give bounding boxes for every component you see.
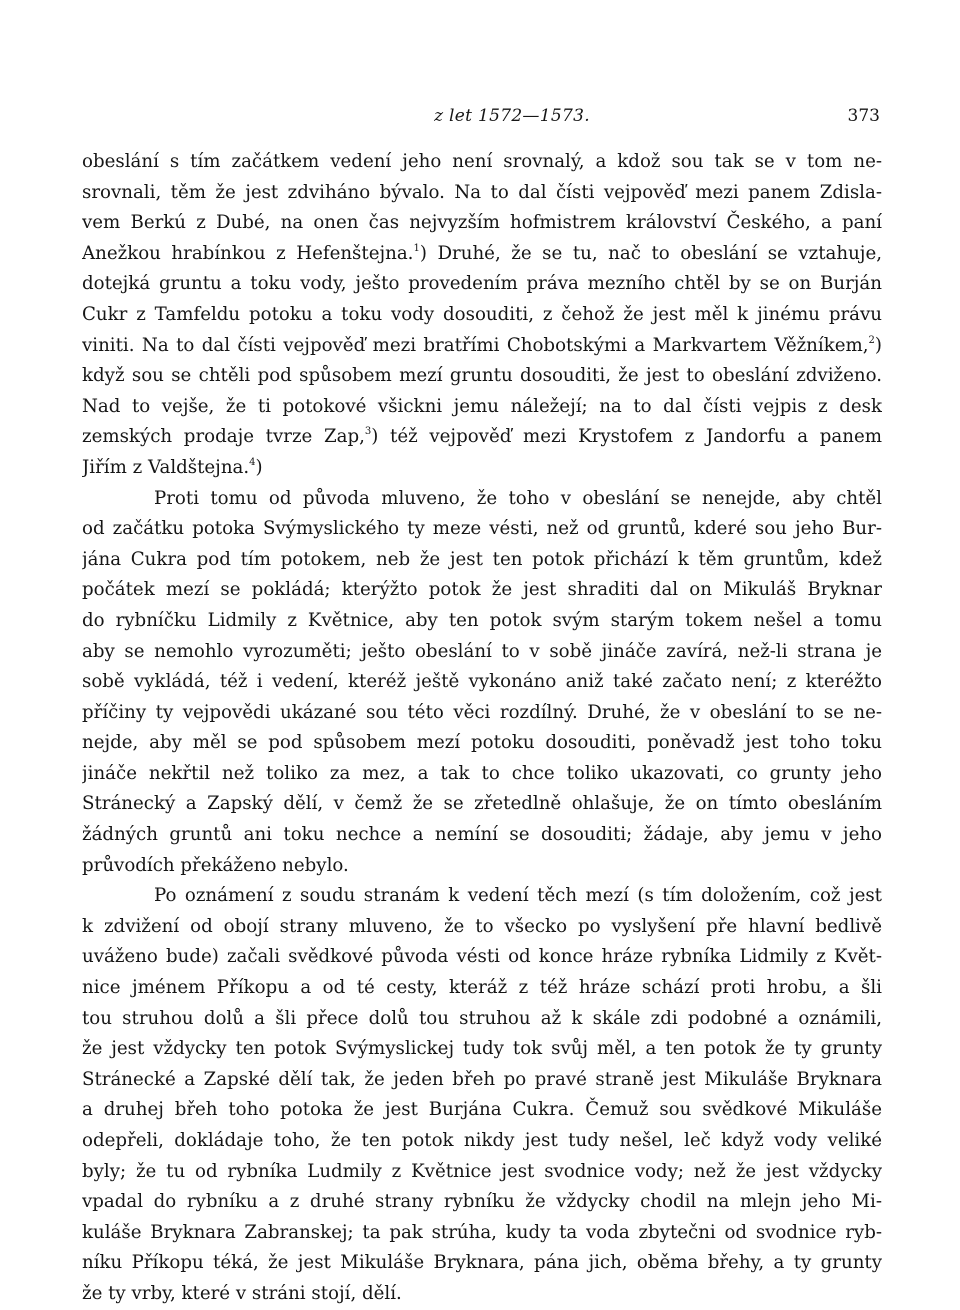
text-line [82, 606, 882, 637]
text-line [82, 1065, 882, 1096]
line-text: uváženo bude) začali svědkové původa vésti od konce hráze rybníka Lidmily z Květ- [82, 946, 882, 968]
line-text-continued: ) [874, 334, 882, 356]
text-line [82, 575, 882, 606]
text-line [82, 269, 882, 300]
text-line [82, 514, 882, 545]
footnote-marker: 4 [249, 456, 256, 468]
text-line [82, 973, 882, 1004]
text-line [82, 1034, 882, 1065]
line-text: byly; že tu od rybníka Ludmily z Květnice jest svodnice vody; než že jest vždycky [82, 1160, 882, 1182]
text-line [82, 1157, 882, 1188]
line-text-continued: ) [255, 456, 263, 478]
line-text: Stránecké a Zapské dělí tak, že jeden břeh po pravé straně jest Mikuláše Bryknara [82, 1068, 882, 1090]
text-line [82, 912, 882, 943]
line-text: vpadal do rybníku a z druhé strany rybníku že vždycky chodil na mlejn jeho Mi- [82, 1191, 882, 1213]
footnote-marker: 3 [364, 426, 372, 438]
text-line [82, 789, 882, 820]
text-line [82, 759, 882, 790]
line-text: sobě vykládá, též i vedení, kteréž ještě vykonáno aniž také začato není; z kteréžto [82, 671, 882, 693]
text-line [82, 422, 882, 453]
text-line [82, 147, 882, 178]
line-text: viniti. Na to dal čísti vejpověď mezi bratřími Chobotskými a Markvartem Věžníkem, [82, 334, 869, 356]
text-line [82, 942, 882, 973]
line-text: odepřeli, dokládaje toho, že ten potok nikdy jest tudy nešel, leč když vody veliké [82, 1130, 882, 1151]
text-line [82, 1187, 882, 1218]
text-line [82, 1248, 882, 1279]
text-line [82, 667, 882, 698]
text-line [82, 1095, 882, 1126]
footnote-marker: 1 [413, 242, 420, 254]
text-line [82, 1218, 882, 1249]
text-line [82, 545, 882, 576]
line-text: od začátku potoka Svýmyslického ty meze vésti, než od gruntů, kderé sou jeho Bur- [82, 518, 882, 540]
text-line [82, 484, 882, 515]
line-text: dotejká gruntu a toku vody, ješto provedením práva mezního chtěl by se on Burján [82, 273, 882, 295]
line-text: že jest vždycky ten potok Svýmyslickej tudy tok svůj měl, a ten potok že ty grunty [82, 1038, 882, 1060]
text-line [82, 453, 882, 484]
text-line [82, 300, 882, 331]
text-line [82, 331, 882, 362]
line-text: Anežkou hrabínkou z Hefenštejna. [82, 242, 414, 264]
line-text: k zdvižení od obojí strany mluveno, že to všecko po vyslyšení pře hlavní bedlivě [82, 915, 882, 937]
line-text: obeslání s tím začátkem vedení jeho není srovnalý, a kdož sou tak se v tom ne- [82, 151, 882, 172]
footnote-marker: 2 [868, 334, 875, 346]
text-line [82, 239, 882, 270]
line-text: do rybníčku Lidmily z Květnice, aby ten potok svým starým tokem nešel a tomu [82, 609, 882, 631]
line-text: Proti tomu od původa mluveno, že toho v obeslání se nenejde, aby chtěl [154, 487, 882, 509]
line-text-continued: ) též vejpověď mezi Krystofem z Jandorfu a panem [371, 426, 882, 448]
line-text: tou struhou dolů a šli přece dolů tou struhou až k skále zdi podobné a oznámili, [82, 1007, 882, 1029]
line-text: zemských prodaje tvrze Zap, [82, 426, 365, 448]
text-line [82, 728, 882, 759]
text-line [82, 178, 882, 209]
text-line [82, 1126, 882, 1157]
line-text: Po oznámení z soudu stranám k vedení těch mezí (s tím doložením, což jest [154, 885, 882, 907]
text-line [82, 881, 882, 912]
line-text: příčiny ty vejpovědi ukázané sou této věci rozdílný. Druhé, že v obeslání to se ne- [82, 701, 882, 723]
text-line [82, 637, 882, 668]
line-text: aby se nemohlo vyrozuměti; ješto obeslání to v sobě jináče zavírá, než-li strana je [82, 640, 882, 662]
line-text: vem Berkú z Dubé, na onen čas nejvyzším hofmistrem království Českého, a paní [82, 212, 882, 234]
line-text: když sou se chtěli pod spůsobem mezí gruntu dosouditi, že jest to obeslání zdviženo. [82, 365, 882, 387]
line-text: jána Cukra pod tím potokem, neb že jest ten potok přichází k těm gruntům, kdež [82, 548, 882, 570]
text-line [82, 820, 882, 851]
line-text: počátek mezí se pokládá; kterýžto potok že jest shraditi dal on Mikuláš Bryknar [82, 579, 882, 601]
line-text: kuláše Bryknara Zabranskej; ta pak strúha, kudy ta voda zbytečni od svodnice ryb- [82, 1221, 882, 1243]
line-text: níku Příkopu téká, že jest Mikuláše Bryknara, pána jich, oběma břehy, a ty grunty [82, 1252, 882, 1274]
running-head: z let 1572—1573. [434, 106, 590, 126]
line-text: srovnali, těm že jest zdviháno bývalo. Na to dal čísti vejpověď mezi panem Zdisla- [82, 181, 882, 203]
line-text: nice jménem Příkopu a od té cesty, kteráž z též hráze schází proti hrobu, a šli [82, 977, 882, 999]
text-line [82, 1279, 882, 1310]
line-text: Jiřím z Valdštejna. [82, 456, 250, 478]
line-text: Stránecký a Zapský dělí, v čemž že se zřetedlně ohlašuje, že on tímto obesláním [82, 793, 882, 815]
line-text: průvodích překáženo nebylo. [82, 854, 349, 876]
line-text: že ty vrby, které v stráni stojí, dělí. [82, 1282, 402, 1304]
page-number: 373 [847, 106, 880, 126]
line-text: Nad to vejše, že ti potokové všickni jemu náležejí; na to dal čísti vejpis z desk [82, 395, 882, 417]
text-line [82, 698, 882, 729]
text-line [82, 392, 882, 423]
line-text: a druhej břeh toho potoka že jest Burjána Cukra. Čemuž sou svědkové Mikuláše [82, 1099, 882, 1121]
text-line [82, 208, 882, 239]
line-text-continued: ) Druhé, že se tu, nač to obeslání se vztahuje, [419, 242, 882, 264]
line-text: Cukr z Tamfeldu potoku a toku vody dosouditi, z čehož že jest měl k jinému právu [82, 303, 882, 325]
text-line [82, 851, 882, 882]
line-text: nejde, aby měl se pod spůsobem mezí potoku dosouditi, poněvadž jest toho toku [82, 732, 882, 754]
text-line [82, 1004, 882, 1035]
text-line [82, 361, 882, 392]
line-text: žádných gruntů ani toku nechce a nemíní se dosouditi; žádaje, aby jemu v jeho [82, 824, 882, 846]
line-text: jináče nekřtil než toliko za mez, a tak to chce toliko ukazovati, co grunty jeho [82, 762, 882, 784]
body-text [82, 147, 882, 1310]
page-header [82, 106, 882, 130]
